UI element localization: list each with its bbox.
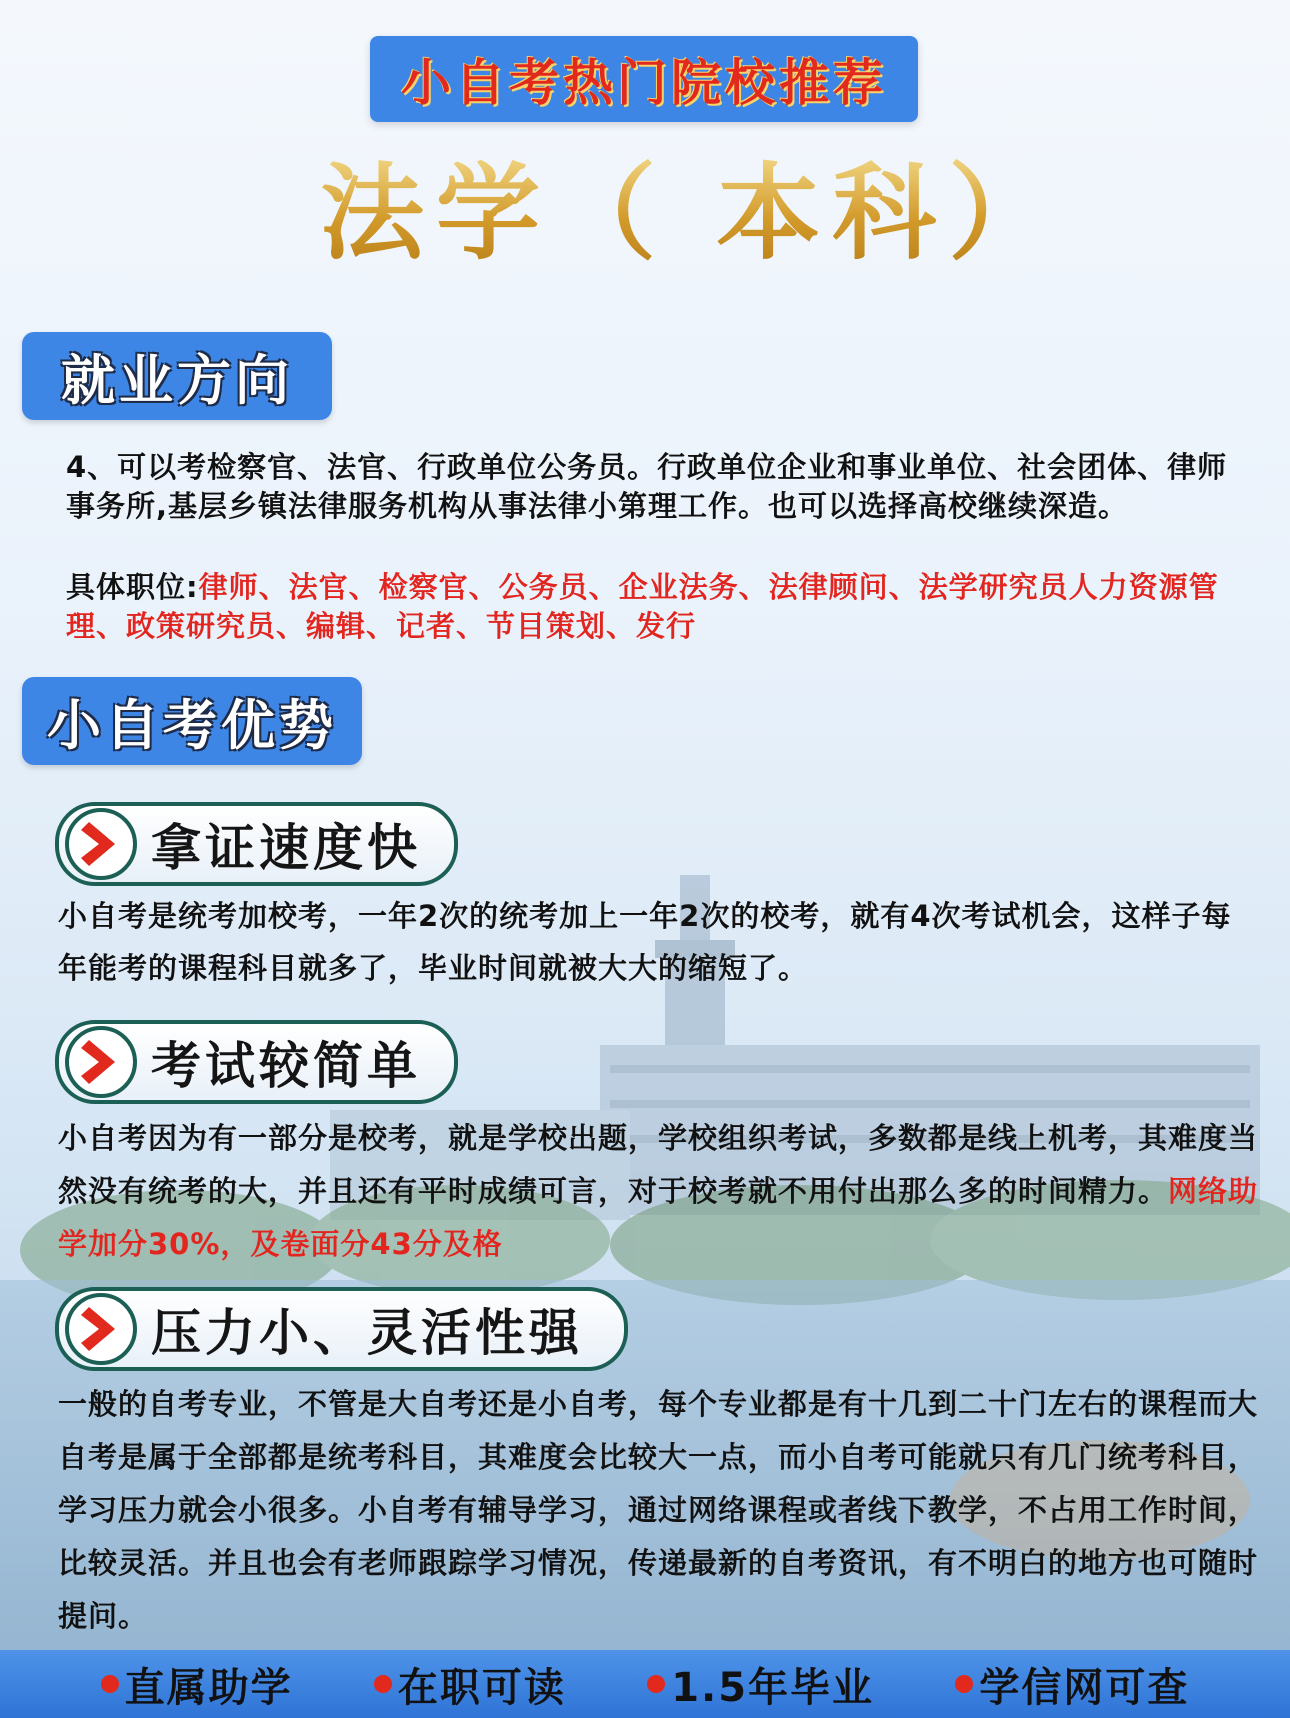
bullet-dot-icon <box>101 1675 119 1693</box>
feature-label: 在职可读 <box>397 1664 566 1711</box>
advantage-text-1: 小自考是统考加校考，一年2次的统考加上一年2次的校考，就有4次考试机会，这样子每年能考的课程科目就多了，毕业时间就被大大的缩短了。 <box>58 899 1232 985</box>
advantage-text-3: 一般的自考专业，不管是大自考还是小自考，每个专业都是有十几到二十门左右的课程而大自考是属于全部都是统考科目，其难度会比较大一点，而小自考可能就只有几门统考科目，学习压力就会小很多。小自考有辅导学习，通过网络课程或者线下教学，不占用工作时间，比较灵活。并且也会有老师跟踪学习情况，传递最新的自考资讯，有不明白的地方也可随时提问。 <box>58 1387 1259 1633</box>
top-banner <box>370 36 918 122</box>
employment-paragraph: 4、可以考检察官、法官、行政单位公务员。行政单位企业和事业单位、社会团体、律师事务所,基层乡镇法律服务机构从事法律小第理工作。也可以选择高校继续深造。 <box>66 450 1228 523</box>
advantage-pill-1 <box>55 802 458 886</box>
section-heading-advantages: 小自考优势 <box>47 693 337 757</box>
section-tab-employment <box>22 332 332 420</box>
advantage-title-2: 考试较简单 <box>151 1037 421 1095</box>
jobs-line <box>66 568 1246 646</box>
chevron-right-icon <box>59 1024 145 1100</box>
feature-label: 学信网可查 <box>979 1664 1190 1711</box>
feature-item <box>101 1656 293 1713</box>
chevron-right-icon <box>59 806 145 882</box>
chevron-right-icon <box>59 1291 145 1367</box>
bottom-features-bar <box>0 1650 1290 1718</box>
feature-label: 1.5年毕业 <box>671 1664 875 1711</box>
advantage-title-3: 压力小、灵活性强 <box>151 1304 583 1362</box>
feature-item <box>374 1656 566 1713</box>
jobs-label: 具体职位: <box>66 570 199 604</box>
advantage-highlight-2: 网络助学加分30%，及卷面分43分及格 <box>58 1174 1259 1261</box>
section-tab-advantages <box>22 677 362 765</box>
main-title: 法学（ 本科） <box>320 148 1020 278</box>
section-heading-employment: 就业方向 <box>61 348 293 412</box>
feature-item <box>647 1656 874 1713</box>
advantage-pill-3 <box>55 1287 628 1371</box>
bullet-dot-icon <box>647 1675 665 1693</box>
advantage-pill-2 <box>55 1020 458 1104</box>
feature-label: 直属助学 <box>124 1664 293 1711</box>
bullet-dot-icon <box>955 1675 973 1693</box>
top-banner-title: 小自考热门院校推荐 <box>401 54 887 112</box>
feature-item <box>955 1656 1189 1713</box>
advantage-title-1: 拿证速度快 <box>151 819 421 877</box>
jobs-value: 律师、法官、检察官、公务员、企业法务、法律顾问、法学研究员人力资源管理、政策研究员、编辑、记者、节目策划、发行 <box>66 570 1219 643</box>
advantage-text-2: 小自考因为有一部分是校考，就是学校出题，学校组织考试，多数都是线上机考，其难度当然没有统考的大，并且还有平时成绩可言，对于校考就不用付出那么多的时间精力。 <box>58 1121 1259 1208</box>
bullet-dot-icon <box>374 1675 392 1693</box>
advantage-text-2-wrap <box>58 1112 1283 1271</box>
